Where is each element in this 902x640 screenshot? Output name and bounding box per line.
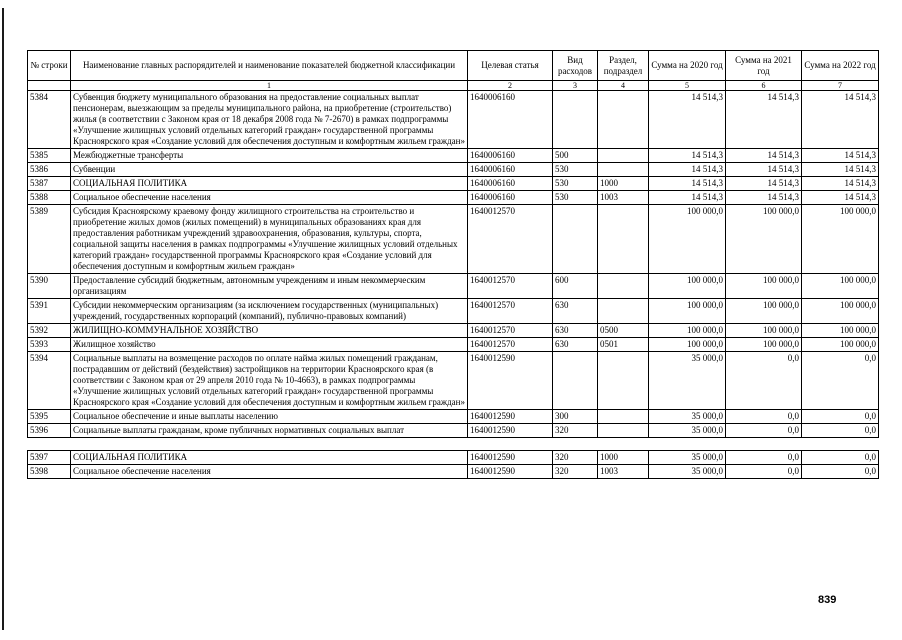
row-section: 1003 [598,465,649,479]
table-row [28,177,879,191]
row-sum-2022: 0,0 [802,352,879,410]
row-sum-2022: 0,0 [802,410,879,424]
row-name: ЖИЛИЩНО-КОММУНАЛЬНОЕ ХОЗЯЙСТВО [71,324,468,338]
row-sum-2022: 100 000,0 [802,338,879,352]
row-sum-2021: 100 000,0 [726,299,802,324]
row-sum-2021: 0,0 [726,424,802,438]
row-sum-2022: 100 000,0 [802,274,879,299]
row-name: Субвенция бюджету муниципального образования на предоставление социальных выплат пенсионерам, выезжающим за пределы муниципального района, на приобретение (строительство) жилья (в соответствии с Законом края от 18 декабря 2008 года № 7-2670) в рамках подпрограммы «Улучшение жилищных условий отдельных категорий граждан» государственной программы Красноярского края «Создание условий для обеспечения доступным и комфортным жильем граждан» [71,91,468,149]
row-section [598,163,649,177]
row-sum-2022: 14 514,3 [802,177,879,191]
row-target-article: 1640006160 [468,163,553,177]
row-sum-2020: 100 000,0 [649,205,726,274]
row-target-article: 1640012590 [468,424,553,438]
row-target-article: 1640006160 [468,91,553,149]
column-number: 7 [802,81,879,91]
row-expense-type: 630 [553,338,598,352]
column-number: 1 [71,81,468,91]
row-sum-2022: 14 514,3 [802,163,879,177]
row-expense-type: 320 [553,451,598,465]
row-sum-2020: 14 514,3 [649,149,726,163]
row-sum-2022: 14 514,3 [802,91,879,149]
row-target-article: 1640012590 [468,410,553,424]
row-sum-2021: 100 000,0 [726,324,802,338]
row-number: 5395 [28,410,71,424]
row-sum-2020: 35 000,0 [649,424,726,438]
row-target-article: 1640012570 [468,299,553,324]
row-sum-2020: 14 514,3 [649,177,726,191]
row-sum-2022: 100 000,0 [802,324,879,338]
row-name: Социальное обеспечение населения [71,191,468,205]
row-section [598,205,649,274]
row-sum-2022: 0,0 [802,465,879,479]
row-sum-2022: 0,0 [802,451,879,465]
row-sum-2022: 14 514,3 [802,191,879,205]
row-expense-type: 300 [553,410,598,424]
row-target-article: 1640012570 [468,338,553,352]
row-name: СОЦИАЛЬНАЯ ПОЛИТИКА [71,177,468,191]
row-name: Субсидии некоммерческим организациям (за исключением государственных (муниципальных) учреждений, государственных корпораций (компаний), публично-правовых компаний) [71,299,468,324]
row-sum-2021: 14 514,3 [726,177,802,191]
row-number: 5384 [28,91,71,149]
row-sum-2020: 35 000,0 [649,410,726,424]
binder-edge-line [2,8,4,630]
header-sum-2020: Сумма на 2020 год [649,51,726,81]
table-row [28,451,879,465]
row-target-article: 1640012570 [468,205,553,274]
budget-sheet [27,50,878,479]
row-sum-2021: 0,0 [726,352,802,410]
row-sum-2021: 100 000,0 [726,205,802,274]
row-sum-2022: 0,0 [802,424,879,438]
row-number: 5393 [28,338,71,352]
row-sum-2021: 14 514,3 [726,191,802,205]
row-number: 5388 [28,191,71,205]
row-expense-type: 320 [553,424,598,438]
row-sum-2020: 14 514,3 [649,163,726,177]
row-section [598,410,649,424]
row-number: 5386 [28,163,71,177]
header-name: Наименование главных распорядителей и наименование показателей бюджетной классификации [71,51,468,81]
table-row [28,205,879,274]
row-target-article: 1640006160 [468,149,553,163]
row-target-article: 1640012590 [468,451,553,465]
row-number: 5391 [28,299,71,324]
row-name: Жилищное хозяйство [71,338,468,352]
row-target-article: 1640012570 [468,274,553,299]
row-sum-2022: 100 000,0 [802,205,879,274]
row-name: Социальные выплаты гражданам, кроме публичных нормативных социальных выплат [71,424,468,438]
row-expense-type [553,91,598,149]
column-number: 4 [598,81,649,91]
column-number: 6 [726,81,802,91]
row-expense-type: 530 [553,177,598,191]
row-number: 5385 [28,149,71,163]
row-number: 5392 [28,324,71,338]
row-section [598,149,649,163]
budget-table [27,50,879,479]
row-section [598,91,649,149]
row-sum-2020: 35 000,0 [649,451,726,465]
table-row [28,352,879,410]
row-name: СОЦИАЛЬНАЯ ПОЛИТИКА [71,451,468,465]
row-section [598,274,649,299]
row-expense-type: 530 [553,191,598,205]
row-sum-2020: 35 000,0 [649,352,726,410]
row-target-article: 1640006160 [468,191,553,205]
column-numbering-row [28,81,879,91]
row-expense-type [553,352,598,410]
row-sum-2020: 35 000,0 [649,465,726,479]
row-target-article: 1640006160 [468,177,553,191]
row-section: 1003 [598,191,649,205]
row-expense-type: 530 [553,163,598,177]
row-target-article: 1640012570 [468,324,553,338]
row-expense-type: 600 [553,274,598,299]
row-section [598,352,649,410]
row-expense-type: 630 [553,324,598,338]
row-name: Социальное обеспечение населения [71,465,468,479]
table-row [28,163,879,177]
column-number: 2 [468,81,553,91]
table-spacer-row [28,438,879,451]
row-sum-2021: 0,0 [726,465,802,479]
row-section: 0501 [598,338,649,352]
table-row [28,191,879,205]
row-sum-2022: 14 514,3 [802,149,879,163]
table-row [28,324,879,338]
row-sum-2021: 14 514,3 [726,91,802,149]
table-header-row [28,51,879,81]
header-section: Раздел, подраздел [598,51,649,81]
row-number: 5398 [28,465,71,479]
row-sum-2020: 100 000,0 [649,324,726,338]
header-target-article: Целевая статья [468,51,553,81]
table-row [28,424,879,438]
row-number: 5396 [28,424,71,438]
column-number: 5 [649,81,726,91]
row-expense-type: 500 [553,149,598,163]
header-sum-2022: Сумма на 2022 год [802,51,879,81]
row-sum-2021: 14 514,3 [726,149,802,163]
row-sum-2020: 100 000,0 [649,274,726,299]
table-row [28,299,879,324]
row-sum-2020: 14 514,3 [649,91,726,149]
row-sum-2020: 100 000,0 [649,338,726,352]
row-name: Межбюджетные трансферты [71,149,468,163]
row-sum-2021: 100 000,0 [726,338,802,352]
header-expense-type: Вид расходов [553,51,598,81]
row-expense-type: 320 [553,465,598,479]
row-section [598,424,649,438]
row-number: 5390 [28,274,71,299]
row-sum-2021: 0,0 [726,451,802,465]
row-target-article: 1640012590 [468,465,553,479]
row-name: Социальные выплаты на возмещение расходов по оплате найма жилых помещений гражданам, пострадавшим от действий (бездействия) застройщиков на территории Красноярского края (в соответствии с Законом края от 29 апреля 2010 года № 10-4663), в рамках подпрограммы «Улучшение жилищных условий отдельных категорий граждан» государственной программы Красноярского края «Создание условий для обеспечения доступным и комфортным жильем граждан» [71,352,468,410]
table-row [28,149,879,163]
table-row [28,91,879,149]
row-number: 5387 [28,177,71,191]
column-number [28,81,71,91]
row-number: 5397 [28,451,71,465]
column-number: 3 [553,81,598,91]
row-name: Социальное обеспечение и иные выплаты населению [71,410,468,424]
row-expense-type: 630 [553,299,598,324]
row-section [598,299,649,324]
table-row [28,338,879,352]
table-row [28,465,879,479]
row-name: Предоставление субсидий бюджетным, автономным учреждениям и иным некоммерческим организациям [71,274,468,299]
row-sum-2021: 0,0 [726,410,802,424]
row-expense-type [553,205,598,274]
row-sum-2020: 100 000,0 [649,299,726,324]
row-number: 5394 [28,352,71,410]
row-name: Субсидия Красноярскому краевому фонду жилищного строительства на строительство и приобретение жилых домов (жилых помещений) в муниципальных образованиях края для предоставления работникам учреждений здравоохранения, образования, культуры, спорта, социальной защиты населения в рамках подпрограммы «Улучшение жилищных условий отдельных категорий граждан» государственной программы Красноярского края «Создание условий для обеспечения доступным и комфортным жильем граждан» [71,205,468,274]
row-name: Субвенции [71,163,468,177]
row-sum-2022: 100 000,0 [802,299,879,324]
page-number: 839 [818,594,837,606]
row-target-article: 1640012590 [468,352,553,410]
table-row [28,274,879,299]
table-row [28,410,879,424]
row-sum-2020: 14 514,3 [649,191,726,205]
row-section: 1000 [598,177,649,191]
row-sum-2021: 100 000,0 [726,274,802,299]
row-section: 0500 [598,324,649,338]
header-row-number: № строки [28,51,71,81]
row-section: 1000 [598,451,649,465]
header-sum-2021: Сумма на 2021 год [726,51,802,81]
row-number: 5389 [28,205,71,274]
row-sum-2021: 14 514,3 [726,163,802,177]
